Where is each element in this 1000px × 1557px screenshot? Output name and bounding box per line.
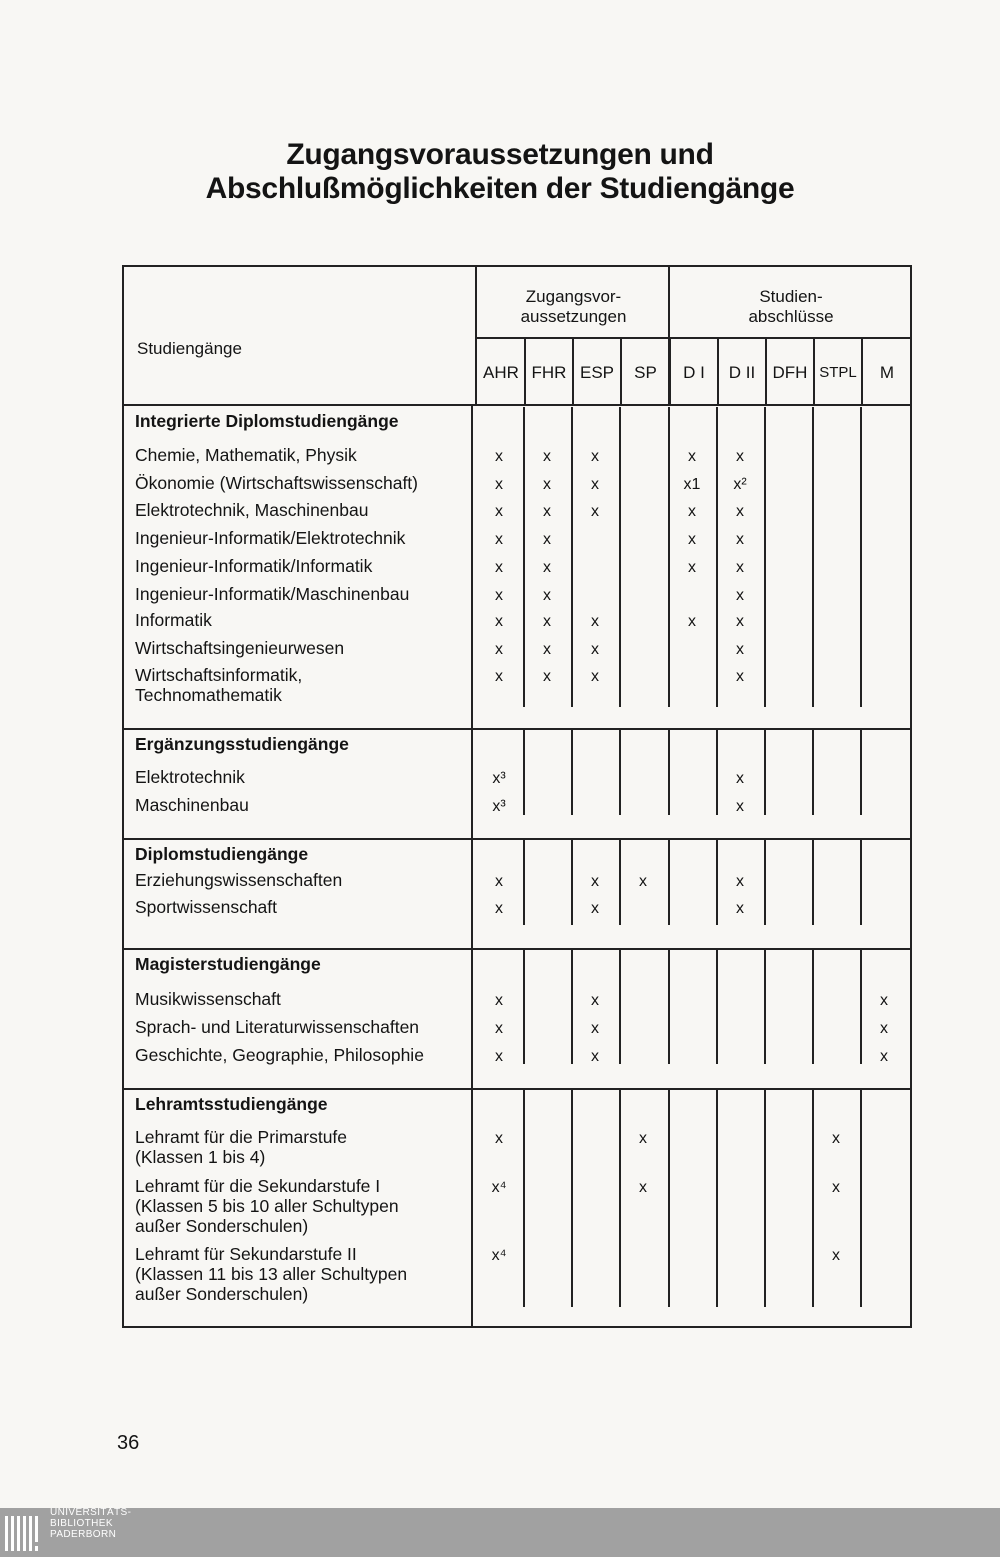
column-header: STPL — [819, 364, 857, 381]
title-line-1: Zugangsvoraussetzungen und — [286, 138, 714, 171]
column-header-divider — [572, 337, 574, 405]
column-divider — [523, 950, 525, 1064]
table-mark: x — [543, 559, 551, 576]
column-divider — [571, 1090, 573, 1307]
table-mark: x — [543, 668, 551, 685]
table-mark: x — [495, 531, 503, 548]
column-header: FHR — [531, 363, 567, 382]
table-mark: x — [495, 613, 503, 630]
column-header-divider — [669, 337, 671, 405]
column-divider — [812, 1090, 814, 1307]
table-mark: x — [543, 587, 551, 604]
column-divider — [571, 730, 573, 815]
column-header: SP — [634, 363, 657, 382]
column-divider — [668, 950, 670, 1064]
row-label: Lehramt für Sekundarstufe II (Klassen 11 bis 13 aller Schultypen außer Sonderschulen) — [135, 1244, 408, 1304]
column-divider — [764, 840, 766, 925]
column-divider — [812, 840, 814, 925]
row-label: Wirtschaftsingenieurwesen — [135, 638, 345, 658]
row-label: Ingenieur-Informatik/Elektrotechnik — [135, 528, 406, 548]
library-name-line2: BIBLIOTHEK — [50, 1518, 113, 1529]
column-divider — [764, 407, 766, 707]
column-divider — [523, 1090, 525, 1307]
table-mark: x — [880, 1048, 888, 1065]
column-divider — [523, 840, 525, 925]
table-mark: x — [495, 668, 503, 685]
column-header: DFH — [772, 363, 808, 382]
column-divider — [812, 730, 814, 815]
table-mark: x — [591, 448, 599, 465]
column-divider — [860, 407, 862, 707]
table-mark: x — [736, 770, 744, 787]
row-label: Elektrotechnik, Maschinenbau — [135, 500, 369, 520]
label-column-divider — [471, 948, 473, 1088]
label-column-divider — [471, 838, 473, 948]
table-mark: x — [591, 476, 599, 493]
section-divider — [122, 1088, 912, 1090]
table-mark: x — [736, 559, 744, 576]
study-programs-table — [122, 265, 912, 1328]
table-mark: x — [832, 1247, 840, 1264]
column-divider — [812, 407, 814, 707]
table-mark: x — [591, 503, 599, 520]
column-divider — [619, 950, 621, 1064]
header-group-access — [477, 287, 670, 327]
table-mark: x — [591, 900, 599, 917]
column-header: M — [879, 363, 895, 382]
table-mark: x — [543, 641, 551, 658]
column-divider — [668, 730, 670, 815]
page-title — [0, 138, 1000, 206]
section-title: Magisterstudiengänge — [135, 954, 321, 974]
page-number: 36 — [117, 1432, 140, 1454]
table-mark: x — [832, 1130, 840, 1147]
column-header-divider — [765, 337, 767, 405]
table-mark: x — [736, 503, 744, 520]
header-group-degrees-line1: Studien- — [759, 287, 823, 306]
header-bottom-rule — [122, 404, 912, 406]
table-mark: x⁴ — [491, 1179, 507, 1196]
table-mark: x — [591, 873, 599, 890]
header-divider-vertical — [475, 265, 477, 405]
section-title: Diplomstudiengänge — [135, 844, 309, 864]
table-mark: x — [832, 1179, 840, 1196]
table-mark: x — [495, 873, 503, 890]
table-mark: x² — [733, 476, 747, 493]
table-mark: x — [495, 900, 503, 917]
table-mark: x — [495, 448, 503, 465]
table-mark: x — [736, 873, 744, 890]
label-column-divider — [471, 728, 473, 838]
table-mark: x — [688, 531, 696, 548]
row-label: Wirtschaftsinformatik, Technomathematik — [135, 665, 303, 705]
table-mark: x — [591, 1048, 599, 1065]
column-header: ESP — [579, 363, 615, 382]
table-mark: x — [736, 668, 744, 685]
column-divider — [764, 950, 766, 1064]
column-header: AHR — [483, 363, 519, 382]
column-header-divider — [861, 337, 863, 405]
table-mark: x³ — [492, 770, 506, 787]
column-divider — [860, 840, 862, 925]
table-mark: x — [591, 992, 599, 1009]
library-logo-icon — [3, 1508, 43, 1557]
row-label: Lehramt für die Sekundarstufe I (Klassen 5 bis 10 aller Schultypen außer Sonderschulen) — [135, 1176, 399, 1236]
column-header-divider — [717, 337, 719, 405]
row-label: Musikwissenschaft — [135, 989, 281, 1009]
table-mark: x — [736, 448, 744, 465]
section-divider — [122, 948, 912, 950]
table-mark: x — [591, 641, 599, 658]
column-header-divider — [620, 337, 622, 405]
table-mark: x — [495, 503, 503, 520]
title-line-2: Abschlußmöglichkeiten der Studiengänge — [205, 172, 795, 205]
column-divider — [764, 1090, 766, 1307]
row-label: Chemie, Mathematik, Physik — [135, 445, 357, 465]
section-divider — [122, 838, 912, 840]
table-mark: x — [495, 1020, 503, 1037]
table-mark: x — [543, 503, 551, 520]
table-mark: x — [736, 587, 744, 604]
header-subdivider — [477, 337, 912, 339]
table-mark: x — [543, 613, 551, 630]
header-group-degrees — [670, 287, 912, 327]
library-footer — [0, 1508, 1000, 1557]
column-divider — [668, 1090, 670, 1307]
table-mark: x — [736, 798, 744, 815]
table-mark: x — [880, 992, 888, 1009]
row-label: Geschichte, Geographie, Philosophie — [135, 1045, 424, 1065]
row-label: Lehramt für die Primarstufe (Klassen 1 bis 4) — [135, 1127, 348, 1167]
table-mark: x — [736, 613, 744, 630]
table-mark: x — [591, 1020, 599, 1037]
table-mark: x — [495, 559, 503, 576]
table-mark: x — [495, 476, 503, 493]
table-mark: x — [495, 992, 503, 1009]
section-divider — [122, 728, 912, 730]
table-mark: x — [495, 641, 503, 658]
label-column-divider — [471, 405, 473, 728]
table-mark: x — [591, 613, 599, 630]
column-divider — [716, 950, 718, 1064]
table-mark: x — [639, 1179, 647, 1196]
column-header-divider — [524, 337, 526, 405]
table-mark: x — [495, 587, 503, 604]
row-label: Sportwissenschaft — [135, 897, 278, 917]
column-divider — [716, 1090, 718, 1307]
table-mark: x — [688, 448, 696, 465]
column-divider — [619, 730, 621, 815]
table-mark: x — [543, 531, 551, 548]
row-label: Ökonomie (Wirtschaftswissenschaft) — [135, 473, 418, 493]
table-mark: x⁴ — [491, 1247, 507, 1264]
row-label: Informatik — [135, 610, 212, 630]
column-divider — [619, 1090, 621, 1307]
table-mark: x — [591, 668, 599, 685]
table-mark: x — [688, 613, 696, 630]
header-group-access-line1: Zugangsvor- — [525, 287, 622, 306]
row-label: Erziehungswissenschaften — [135, 870, 343, 890]
row-label: Sprach- und Literaturwissenschaften — [135, 1017, 420, 1037]
table-mark: x — [495, 1048, 503, 1065]
column-divider — [619, 407, 621, 707]
table-mark: x — [639, 873, 647, 890]
section-title: Integrierte Diplomstudiengänge — [135, 411, 399, 431]
table-mark: x1 — [683, 476, 701, 493]
library-name — [50, 1507, 131, 1540]
label-column-divider — [471, 1088, 473, 1328]
column-divider — [523, 730, 525, 815]
column-divider — [860, 1090, 862, 1307]
table-mark: x — [736, 900, 744, 917]
row-label: Elektrotechnik — [135, 767, 245, 787]
column-divider — [668, 840, 670, 925]
section-title: Lehramtsstudiengänge — [135, 1094, 328, 1114]
header-row-label: Studiengänge — [137, 339, 242, 358]
table-mark: x — [639, 1130, 647, 1147]
table-mark: x — [688, 503, 696, 520]
section-title: Ergänzungsstudiengänge — [135, 734, 349, 754]
column-header: D I — [683, 363, 705, 382]
table-mark: x — [736, 531, 744, 548]
header-group-degrees-line2: abschlüsse — [748, 307, 834, 326]
column-header-divider — [813, 337, 815, 405]
table-mark: x — [495, 1130, 503, 1147]
column-divider — [812, 950, 814, 1064]
header-group-access-line2: aussetzungen — [520, 307, 627, 326]
column-header: D II — [728, 363, 756, 382]
row-label: Ingenieur-Informatik/Maschinenbau — [135, 584, 410, 604]
column-divider — [764, 730, 766, 815]
row-label: Ingenieur-Informatik/Informatik — [135, 556, 373, 576]
table-mark: x — [543, 448, 551, 465]
table-mark: x — [736, 641, 744, 658]
table-mark: x — [688, 559, 696, 576]
table-mark: x³ — [492, 798, 506, 815]
table-mark: x — [880, 1020, 888, 1037]
table-mark: x — [543, 476, 551, 493]
library-name-line1: UNIVERSITÄTS- — [50, 1507, 132, 1518]
row-label: Maschinenbau — [135, 795, 249, 815]
library-name-line3: PADERBORN — [50, 1529, 117, 1540]
column-divider — [860, 730, 862, 815]
